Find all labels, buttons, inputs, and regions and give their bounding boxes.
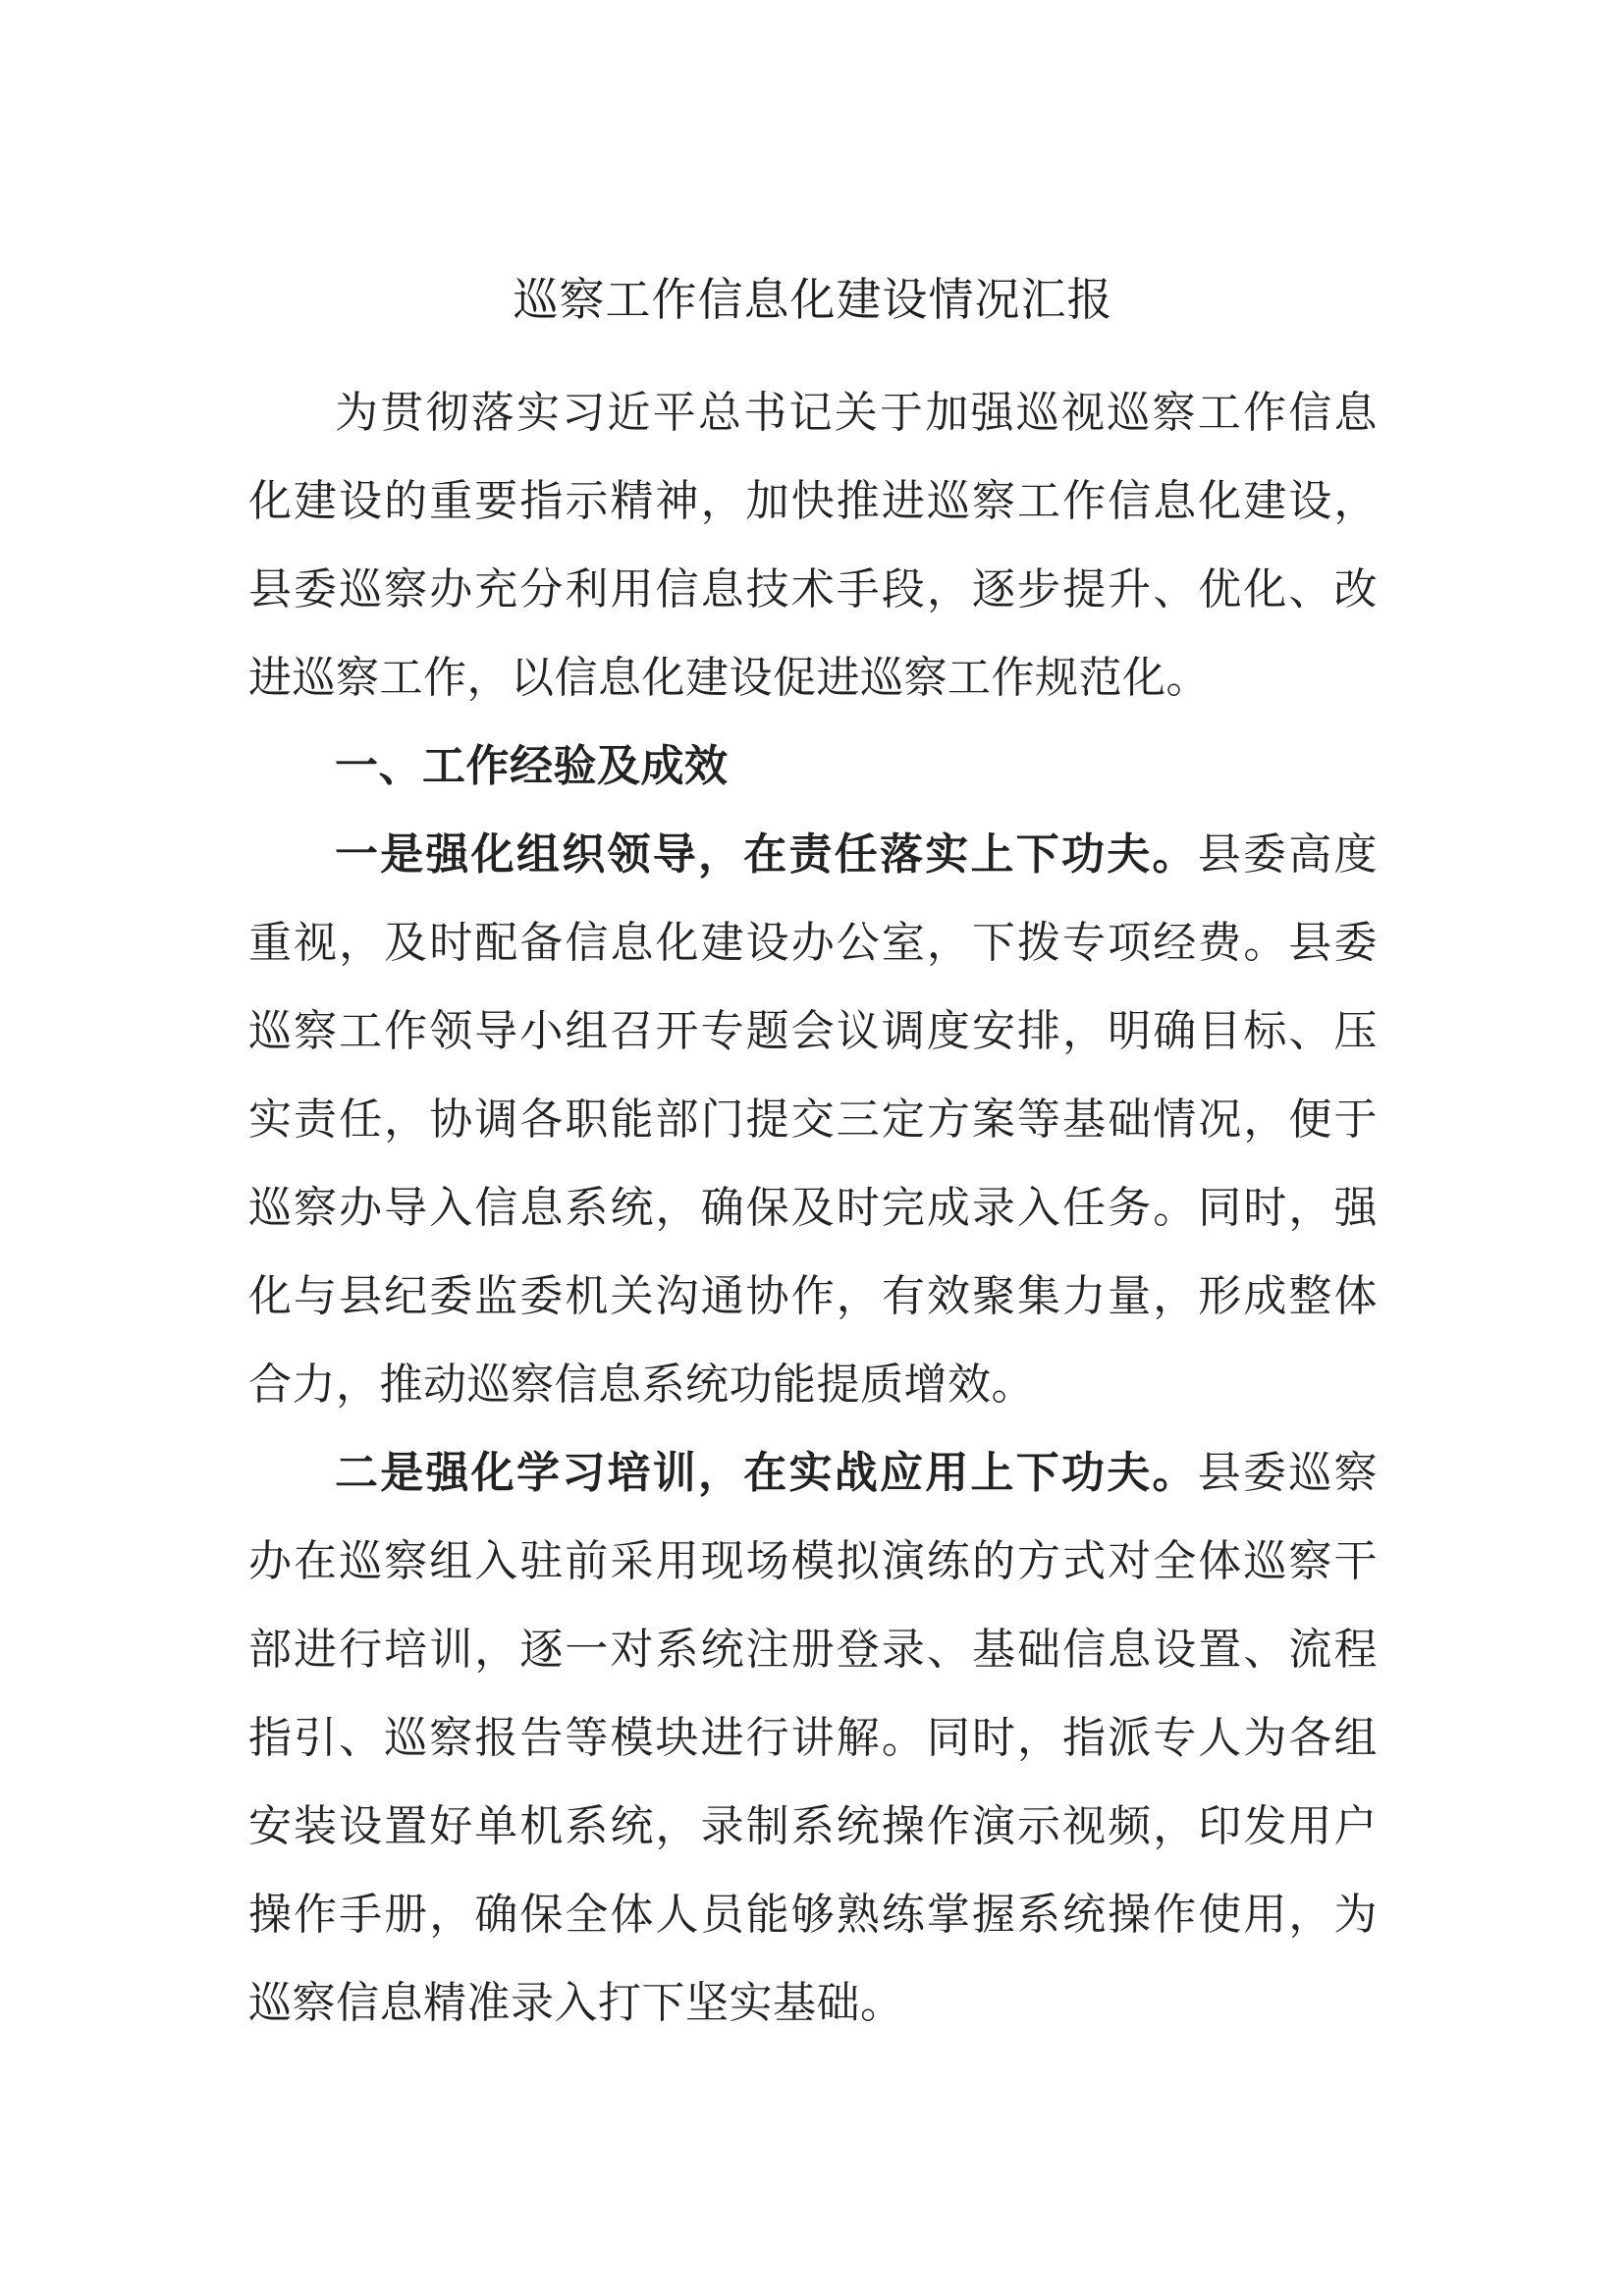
document-title: 巡察工作信息化建设情况汇报 (513, 273, 1113, 326)
paragraph-text: 县委巡察办在巡察组入驻前采用现场模拟演练的方式对全体巡察干部进行培训，逐一对系统注册登录、基础信息设置、流程指引、巡察报告等模块进行讲解。同时，指派专人为各组安装设置好单机系统，录制系统操作演示视频，印发用户操作手册，确保全体人员能够熟练掌握系统操作使用，为巡察信息精准录入打下坚实基础。 (248, 1448, 1378, 2028)
intro-paragraph: 为贯彻落实习近平总书记关于加强巡视巡察工作信息化建设的重要指示精神，加快推进巡察工作信息化建设，县委巡察办充分利用信息技术手段，逐步提升、优化、改进巡察工作，以信息化建设促进巡察工作规范化。 (248, 388, 1378, 703)
paragraph-training (248, 1429, 1378, 2048)
document-page (248, 0, 1378, 2296)
paragraph-organization (248, 811, 1378, 1429)
paragraph-lead: 二是强化学习培训，在实战应用上下功夫。 (335, 1448, 1198, 1498)
document-body (248, 369, 1378, 2048)
section-heading: 一、工作经验及成效 (335, 741, 729, 791)
paragraph-lead: 一是强化组织领导，在责任落实上下功夫。 (335, 829, 1198, 880)
paragraph-text: 县委高度重视，及时配备信息化建设办公室，下拨专项经费。县委巡察工作领导小组召开专题会议调度安排，明确目标、压实责任，协调各职能部门提交三定方案等基础情况，便于巡察办导入信息系统，确保及时完成录入任务。同时，强化与县纪委监委机关沟通协作，有效聚集力量，形成整体合力，推动巡察信息系统功能提质增效。 (248, 829, 1378, 1410)
